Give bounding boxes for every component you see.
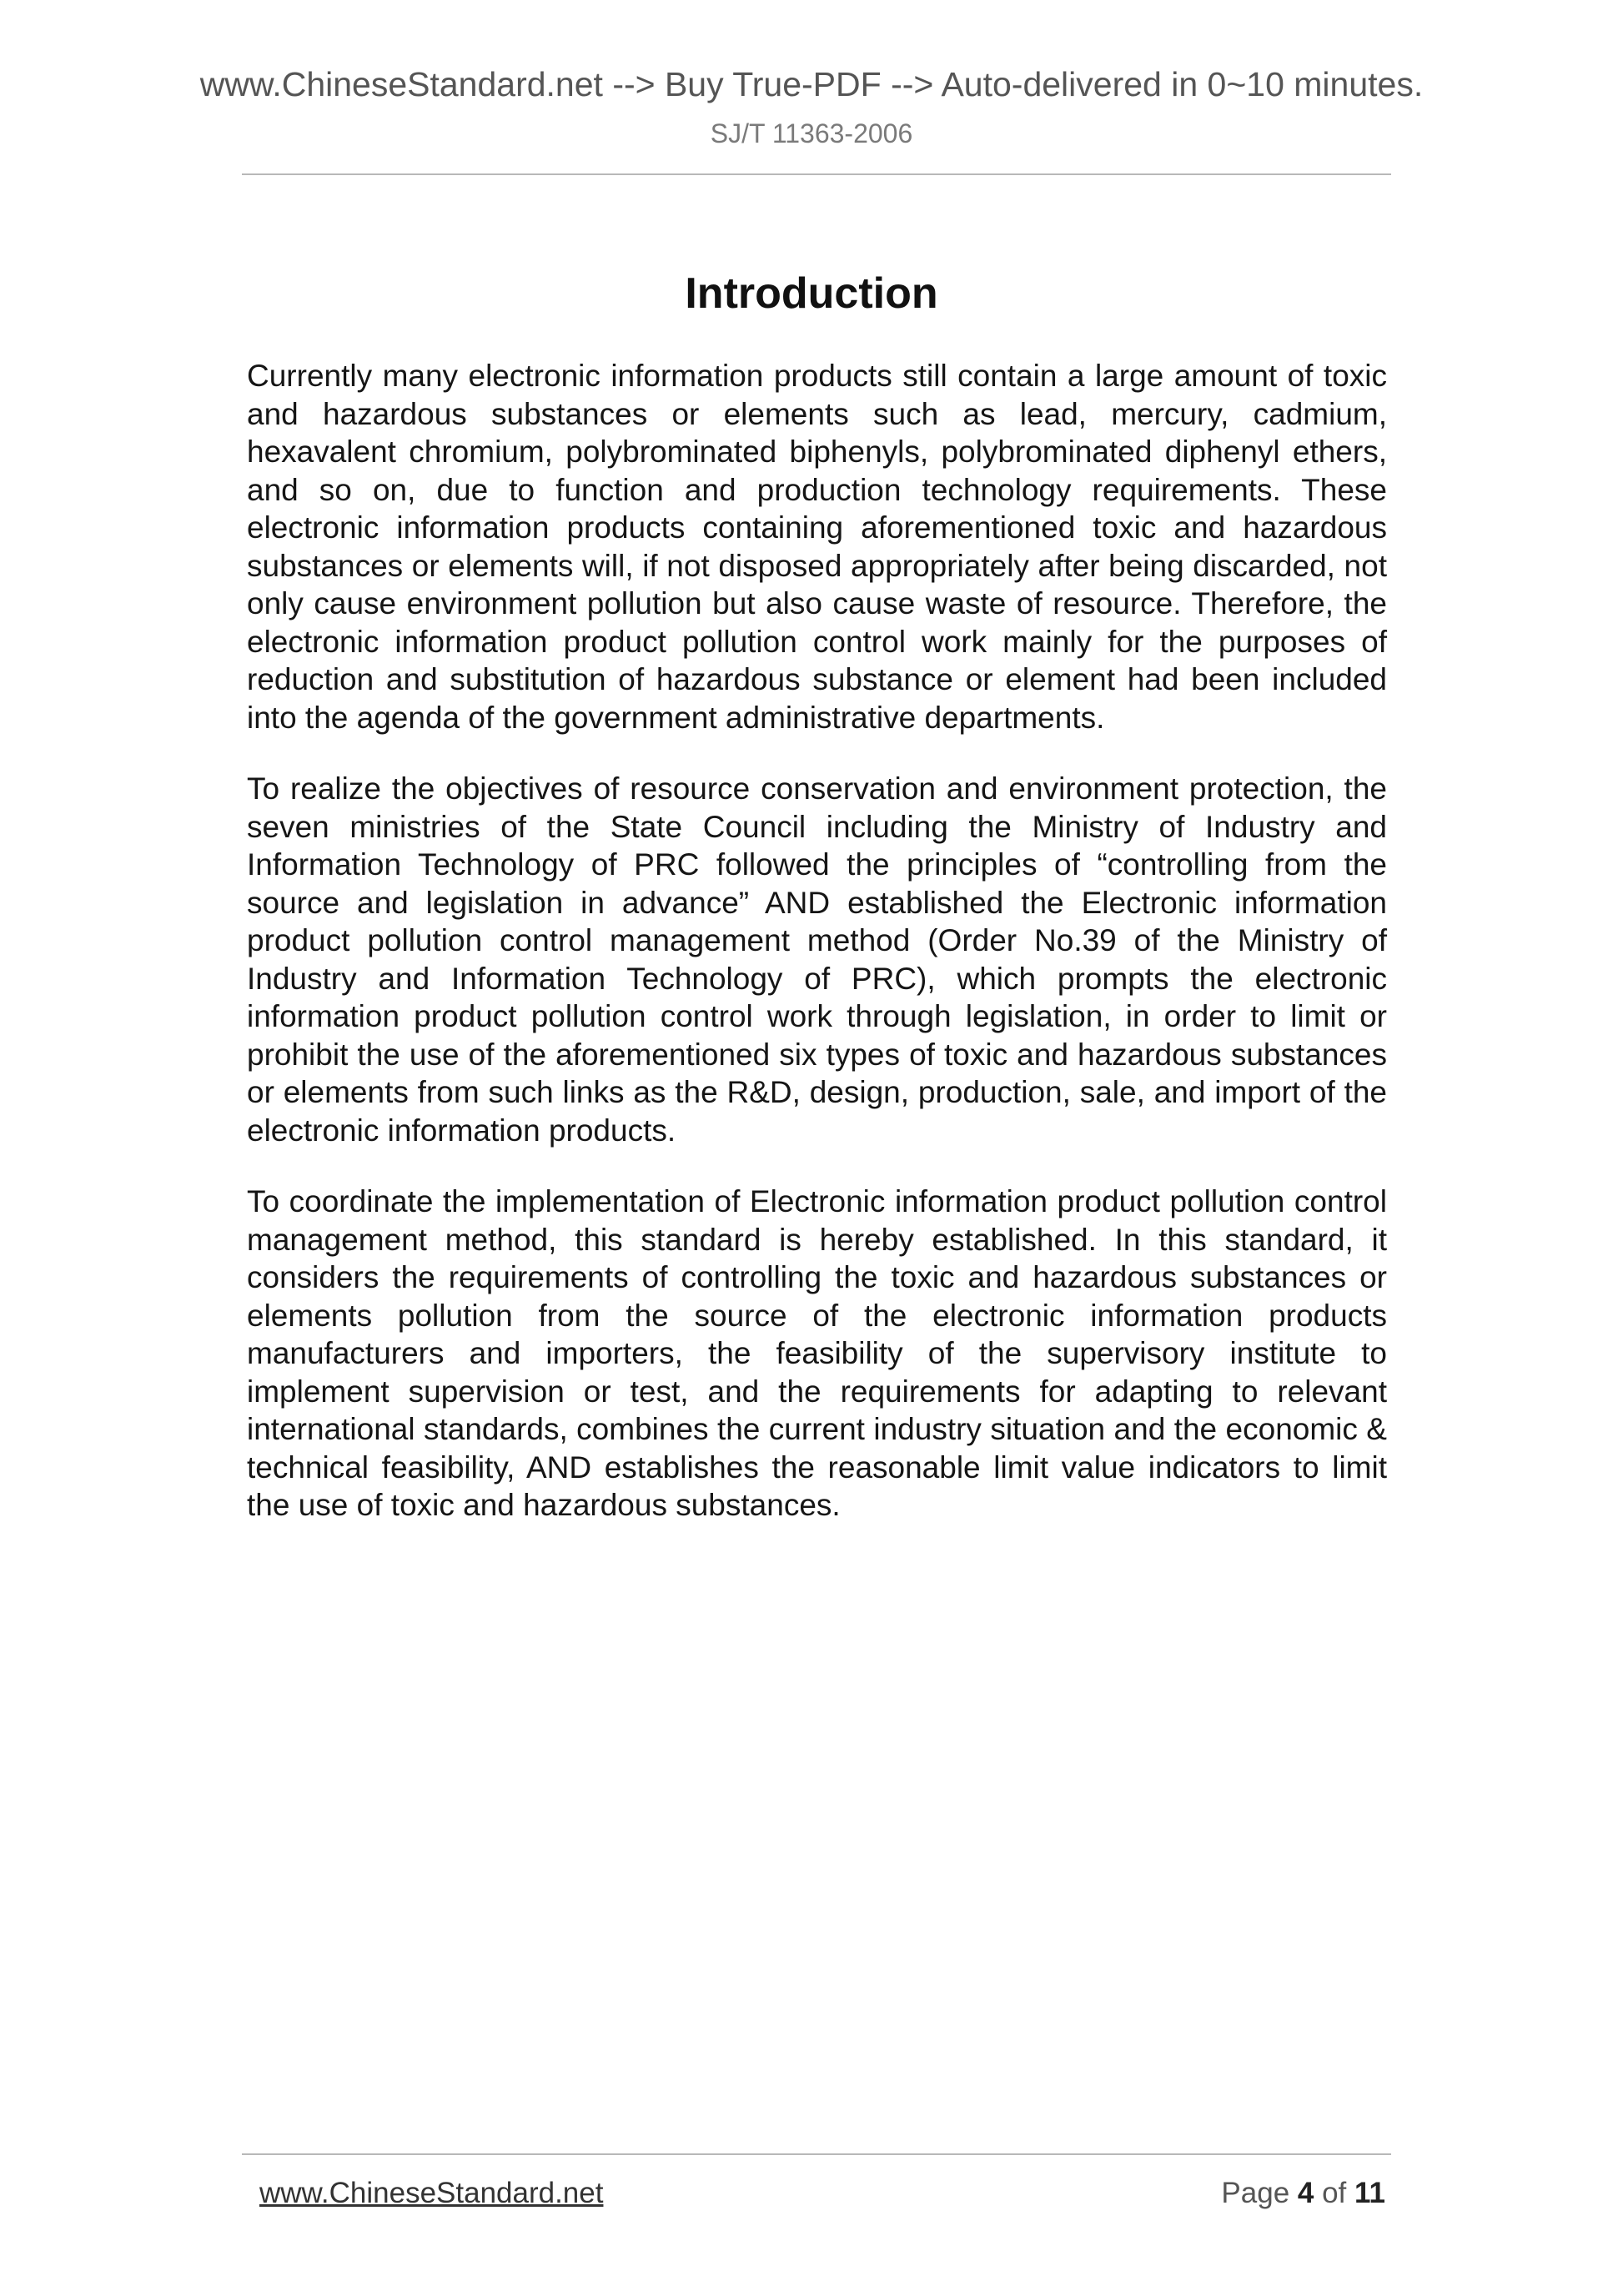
page-total: 11 [1354,2177,1385,2209]
paragraph-3: To coordinate the implementation of Electronic information product pollution control management method, this standard is hereby established. In this standard, it considers the requirements of controlling the toxic and hazardous substances or elements pollution from the source of the electronic information products manufacturers and importers, the feasibility of the supervisory institute to implement supervision or test, and the requirements for adapting to relevant international standards, combines the current industry situation and the economic & technical feasibility, AND establishes the reasonable limit value indicators to limit the use of toxic and hazardous substances. [247,1184,1387,1522]
page-title: Introduction [685,269,938,318]
page-prefix: Page [1221,2177,1298,2209]
footer-website-link[interactable]: www.ChineseStandard.net [259,2177,604,2209]
page-of: of [1314,2177,1354,2209]
paragraph-2: To realize the objectives of resource conservation and environment protection, the seven ministries of the State Council including the Ministry of Industry and Information Technology of PRC followed the principles of “controlling from the source and legislation in advance” AND established the Electronic information product pollution control management method (Order No.39 of the Ministry of Industry and Information Technology of PRC), which prompts the electronic information product pollution control work through legislation, in order to limit or prohibit the use of the aforementioned six types of toxic and hazardous substances or elements from such links as the R&D, design, production, sale, and import of the electronic information products. [247,771,1387,1148]
header-divider [242,173,1391,175]
header-banner: www.ChineseStandard.net --> Buy True-PDF --> Auto-delivered in 0~10 minutes. [199,65,1424,103]
body-text [247,357,1387,1558]
document-code: SJ/T 11363-2006 [710,118,913,148]
page-number [1221,2177,1385,2210]
page-current: 4 [1297,2177,1314,2209]
paragraph-1: Currently many electronic information products still contain a large amount of toxic and hazardous substances or elements such as lead, mercury, cadmium, hexavalent chromium, polybrominated biphenyls, polybrominated diphenyl ethers, and so on, due to function and production technology requirements. These electronic information products containing aforementioned toxic and hazardous substances or elements will, if not disposed appropriately after being discarded, not only cause environment pollution but also cause waste of resource. Therefore, the electronic information product pollution control work mainly for the purposes of reduction and substitution of hazardous substance or element had been included into the agenda of the government administrative departments. [247,359,1387,735]
footer-divider [242,2153,1391,2155]
